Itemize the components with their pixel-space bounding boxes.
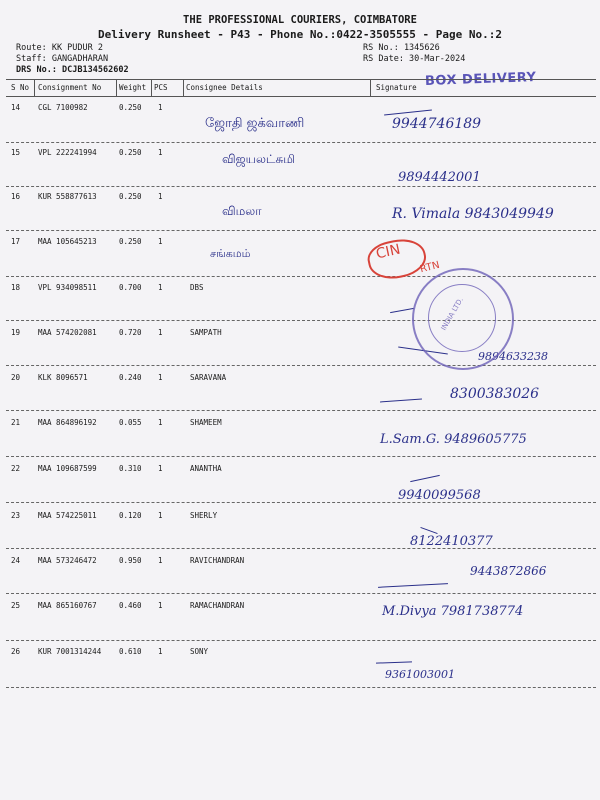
col-weight: Weight xyxy=(119,83,147,92)
company-title: THE PROFESSIONAL COURIERS, COIMBATORE xyxy=(183,14,417,26)
row-consignee: SARAVANA xyxy=(190,373,227,382)
signature-scribble xyxy=(378,583,448,588)
row-sno: 25 xyxy=(11,601,21,610)
row-consignee: SHERLY xyxy=(190,511,218,520)
row-signature: 9944746189 xyxy=(392,116,482,132)
row-consignment: MAA 573246472 xyxy=(38,556,97,565)
row-weight: 0.310 xyxy=(119,464,142,473)
row-weight: 0.950 xyxy=(119,556,142,565)
row-weight: 0.240 xyxy=(119,373,142,382)
row-pcs: 1 xyxy=(158,647,163,656)
row-sno: 18 xyxy=(11,283,21,292)
row-weight: 0.250 xyxy=(119,192,142,201)
company-seal-stamp xyxy=(412,268,514,370)
row-consignee: ஜோதி ஜக்வாணி xyxy=(205,116,305,131)
row-consignment: MAA 864896192 xyxy=(38,418,97,427)
row-weight: 0.055 xyxy=(119,418,142,427)
row-consignee: விஜயலட்சுமி xyxy=(222,152,296,166)
sheet-title: Delivery Runsheet - P43 - Phone No.:0422-3505555 - Page No.:2 xyxy=(98,28,502,41)
row-weight: 0.250 xyxy=(119,237,142,246)
signature-scribble xyxy=(420,527,437,534)
row-weight: 0.610 xyxy=(119,647,142,656)
row-consignment: KUR 7001314244 xyxy=(38,647,102,656)
row-consignment: MAA 105645213 xyxy=(38,237,97,246)
row-consignment: MAA 865160767 xyxy=(38,601,97,610)
route-label: Route: KK PUDUR 2 xyxy=(16,43,103,53)
row-consignment: MAA 574202081 xyxy=(38,328,97,337)
row-consignee: ANANTHA xyxy=(190,464,222,473)
row-pcs: 1 xyxy=(158,556,163,565)
row-consignment: KLK 8096571 xyxy=(38,373,88,382)
row-sno: 16 xyxy=(11,192,21,201)
box-delivery-stamp: BOX DELIVERY xyxy=(424,70,537,89)
seal-inner-ring xyxy=(428,284,496,352)
row-consignment: MAA 109687599 xyxy=(38,464,97,473)
row-consignee: RAMACHANDRAN xyxy=(190,601,245,610)
row-pcs: 1 xyxy=(158,601,163,610)
row-pcs: 1 xyxy=(158,192,163,201)
col-pcs: PCS xyxy=(154,83,168,92)
row-signature: 9894633238 xyxy=(478,350,548,363)
row-sno: 22 xyxy=(11,464,21,473)
row-consignee: SHAMEEM xyxy=(190,418,222,427)
row-pcs: 1 xyxy=(158,237,163,246)
row-sno: 24 xyxy=(11,556,21,565)
row-weight: 0.720 xyxy=(119,328,142,337)
row-consignee: SAMPATH xyxy=(190,328,222,337)
row-pcs: 1 xyxy=(158,373,163,382)
table-top-rule xyxy=(6,79,596,80)
row-consignment: MAA 574225011 xyxy=(38,511,97,520)
row-weight: 0.250 xyxy=(119,148,142,157)
row-sno: 14 xyxy=(11,103,21,112)
row-weight: 0.700 xyxy=(119,283,142,292)
signature-scribble xyxy=(410,475,440,482)
row-signature: 9894442001 xyxy=(398,170,481,185)
row-consignee: விமலா xyxy=(222,204,262,218)
row-sno: 19 xyxy=(11,328,21,337)
row-signature: R. Vimala 9843049949 xyxy=(392,206,554,222)
row-pcs: 1 xyxy=(158,103,163,112)
row-sno: 20 xyxy=(11,373,21,382)
row-signature: 9443872866 xyxy=(470,564,547,578)
signature-scribble xyxy=(376,661,412,663)
rs-number: RS No.: 1345626 xyxy=(363,43,440,53)
col-signature: Signature xyxy=(376,83,417,92)
row-consignee: DBS xyxy=(190,283,204,292)
row-sno: 15 xyxy=(11,148,21,157)
row-pcs: 1 xyxy=(158,418,163,427)
row-consignee: RAVICHANDRAN xyxy=(190,556,245,565)
table-header-rule xyxy=(6,96,596,97)
row-signature: 8122410377 xyxy=(410,534,493,549)
row-consignee: SONY xyxy=(190,647,209,656)
row-sno: 23 xyxy=(11,511,21,520)
row-pcs: 1 xyxy=(158,511,163,520)
rs-date: RS Date: 30-Mar-2024 xyxy=(363,54,466,64)
staff-label: Staff: GANGADHARAN xyxy=(16,54,109,64)
signature-scribble xyxy=(380,399,422,403)
row-signature: 9940099568 xyxy=(398,488,481,503)
row-consignment: CGL 7100982 xyxy=(38,103,88,112)
row-consignment: KUR 558877613 xyxy=(38,192,97,201)
row-weight: 0.250 xyxy=(119,103,142,112)
row-weight: 0.460 xyxy=(119,601,142,610)
row-pcs: 1 xyxy=(158,464,163,473)
row-signature: 8300383026 xyxy=(450,386,540,402)
row-sno: 17 xyxy=(11,237,21,246)
row-consignee: சங்கமம் xyxy=(210,247,251,260)
col-consignment: Consignment No xyxy=(38,83,102,92)
row-pcs: 1 xyxy=(158,283,163,292)
row-weight: 0.120 xyxy=(119,511,142,520)
row-signature: RTN xyxy=(418,259,441,276)
drs-number: DRS No.: DCJB134562602 xyxy=(16,65,129,75)
row-consignment: VPL 934098511 xyxy=(38,283,97,292)
row-signature: 9361003001 xyxy=(385,668,455,681)
row-sno: 21 xyxy=(11,418,21,427)
row-consignment: VPL 222241994 xyxy=(38,148,97,157)
col-sno: S No xyxy=(11,83,30,92)
seal-text: INDIA LTD. xyxy=(439,296,465,332)
signature-scribble xyxy=(390,308,414,313)
signature-scribble xyxy=(384,109,432,115)
row-signature: L.Sam.G. 9489605775 xyxy=(380,432,527,447)
col-consignee: Consignee Details xyxy=(186,83,263,92)
row-pcs: 1 xyxy=(158,148,163,157)
cin-text: CIN xyxy=(374,241,402,263)
row-signature: M.Divya 7981738774 xyxy=(382,604,524,619)
row-sno: 26 xyxy=(11,647,21,656)
row-pcs: 1 xyxy=(158,328,163,337)
